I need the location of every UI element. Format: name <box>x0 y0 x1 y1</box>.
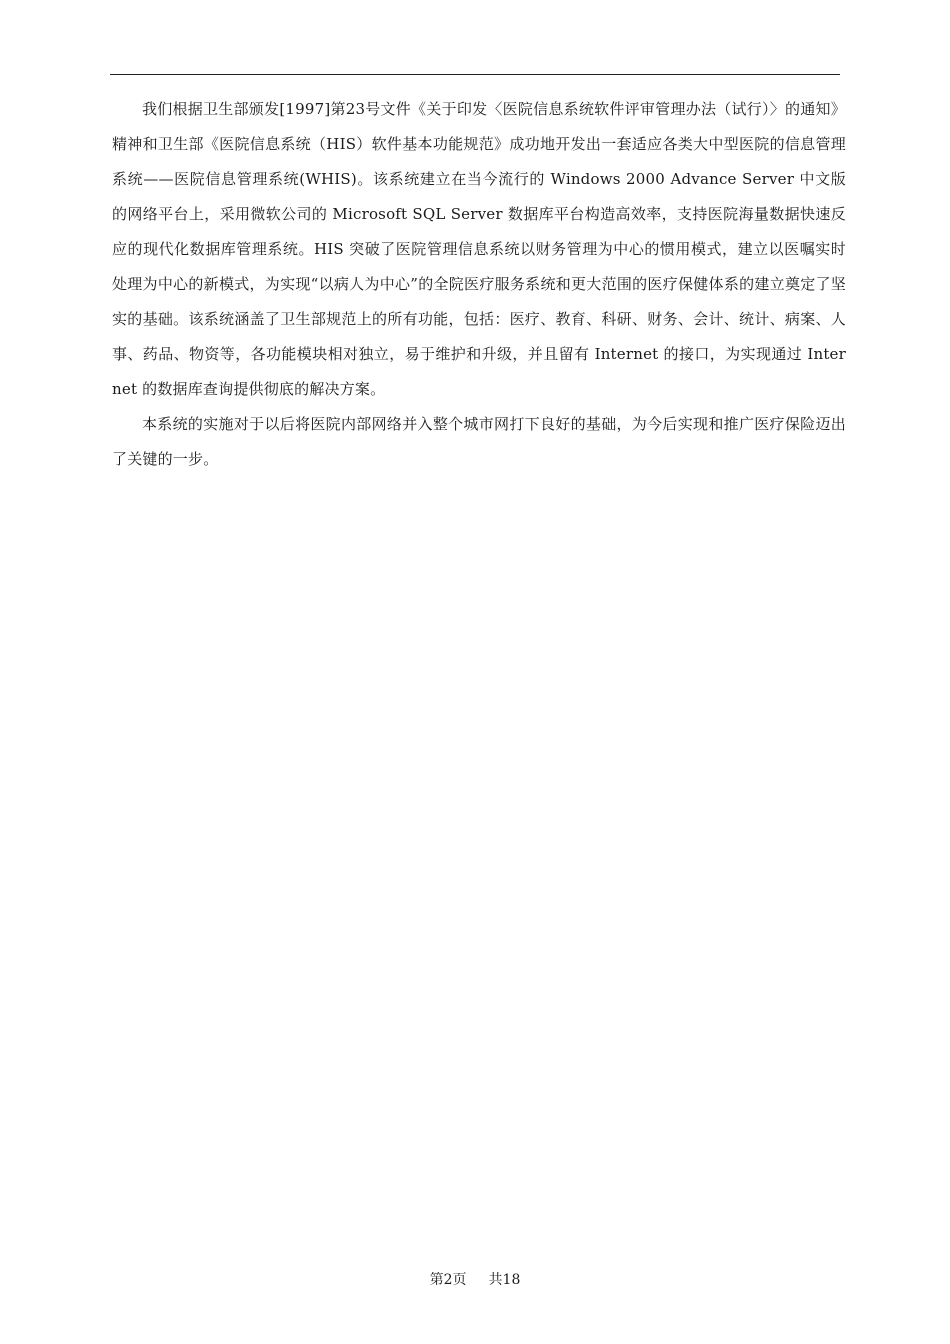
paragraph-1: 我们根据卫生部颁发[1997]第23号文件《关于印发〈医院信息系统软件评审管理办法（试行）〉的通知》精神和卫生部《医院信息系统（HIS）软件基本功能规范》成功地开发出一套适应各类大中型医院的信息管理系统——医院信息管理系统(WHIS)。该系统建立在当今流行的 Windows 2000 Advance Server 中文版的网络平台上，采用微软公司的 Microsoft SQL Server 数据库平台构造高效率，支持医院海量数据快速反应的现代化数据库管理系统。HIS 突破了医院管理信息系统以财务管理为中心的惯用模式，建立以医嘱实时处理为中心的新模式，为实现“以病人为中心”的全院医疗服务系统和更大范围的医疗保健体系的建立奠定了坚实的基础。该系统涵盖了卫生部规范上的所有功能，包括：医疗、教育、科研、财务、会计、统计、病案、人事、药品、物资等，各功能模块相对独立，易于维护和升级，并且留有 Internet 的接口，为实现通过 Internet 的数据库查询提供彻底的解决方案。 <box>112 100 846 398</box>
page-total: 共18 <box>488 1272 521 1288</box>
body-text <box>112 92 846 477</box>
page-footer <box>0 1270 950 1290</box>
page-number: 第2页 <box>429 1272 467 1288</box>
paragraph-2: 本系统的实施对于以后将医院内部网络并入整个城市网打下良好的基础，为今后实现和推广医疗保险迈出了关键的一步。 <box>112 415 846 468</box>
header-rule <box>110 74 840 75</box>
